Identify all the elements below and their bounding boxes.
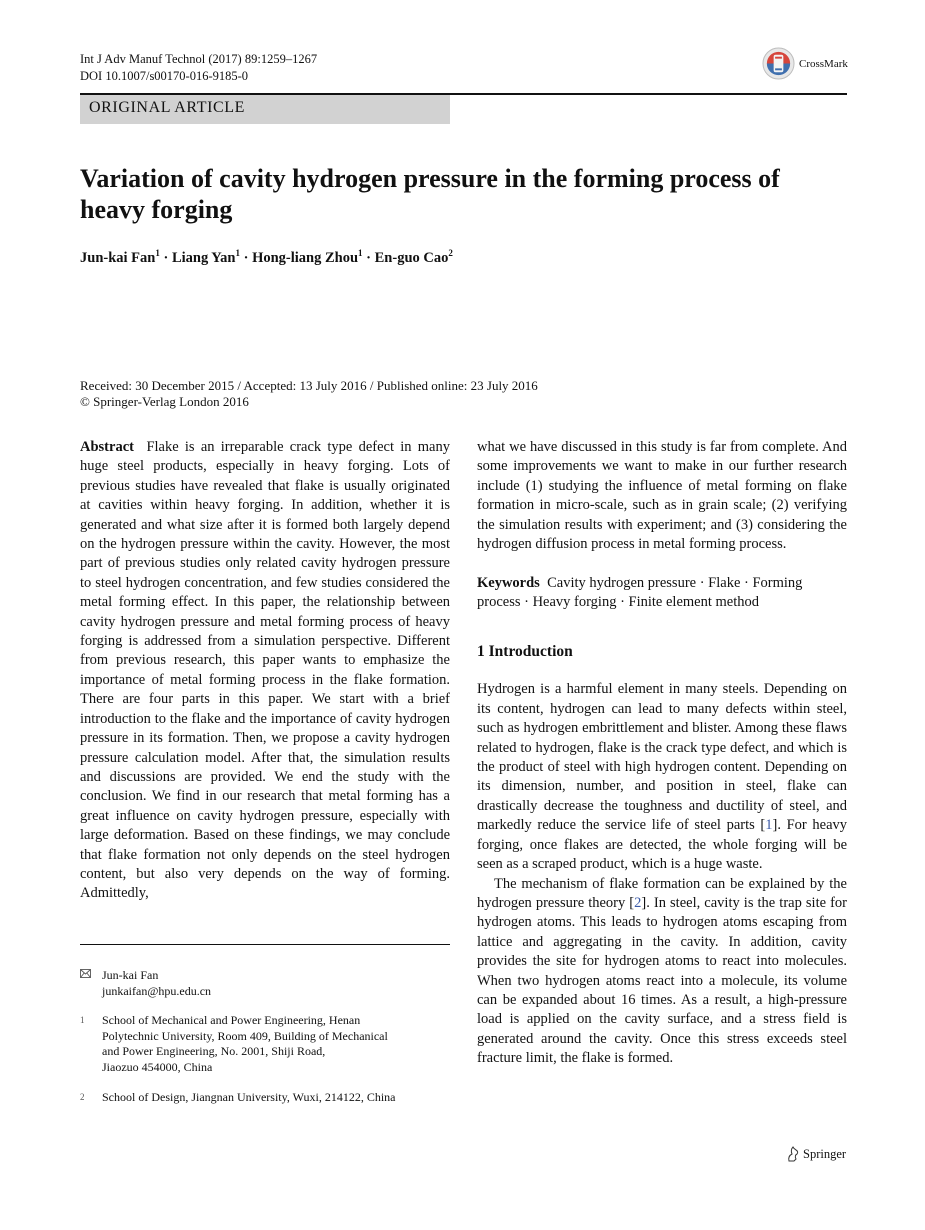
doi-line[interactable]: DOI 10.1007/s00170-016-9185-0 bbox=[80, 69, 249, 83]
left-column bbox=[80, 438, 450, 904]
affiliation-line: School of Mechanical and Power Engineering, Henan bbox=[102, 1013, 361, 1027]
author-affiliation-mark: 1 bbox=[358, 248, 363, 258]
right-column bbox=[477, 438, 847, 1069]
affiliation-note bbox=[80, 1013, 450, 1075]
corresponding-author-email[interactable]: junkaifan@hpu.edu.cn bbox=[102, 983, 212, 998]
author-name[interactable]: Hong-liang Zhou bbox=[252, 249, 359, 266]
publication-history bbox=[80, 378, 538, 410]
journal-line: Int J Adv Manuf Technol (2017) 89:1259–1267 bbox=[80, 52, 318, 66]
abstract-label: Abstract bbox=[80, 439, 134, 455]
paper-title: Variation of cavity hydrogen pressure in the forming process of heavy forging bbox=[80, 164, 780, 224]
crossmark-badge[interactable] bbox=[762, 47, 848, 80]
introduction-paragraph: The mechanism of flake formation can be explained by the hydrogen pressure theory [2]. In steel, cavity is the trap site for hydrogen atoms. This leads to hydrogen atoms escaping from lattice and aggregating in the cavity. In addition, cavity provides the site for hydrogen atoms to react into molecules. When two hydrogen atoms react into a molecule, its volume can be expanded about 16 times. As a result, a high-pressure load is applied on the cavity surface, and a stress field is generated around the cavity. Once this stress exceeds steel fracture limit, the flake is formed. bbox=[477, 875, 847, 1067]
copyright-line: © Springer-Verlag London 2016 bbox=[80, 394, 249, 409]
reference-link[interactable]: 1 bbox=[765, 817, 773, 834]
crossmark-label: CrossMark bbox=[799, 57, 848, 70]
footnote-rule bbox=[80, 944, 450, 945]
abstract-paragraph bbox=[80, 438, 450, 904]
author-affiliation-mark: 1 bbox=[235, 248, 240, 258]
affiliation-mark: 2 bbox=[80, 1092, 85, 1102]
author-name[interactable]: Jun-kai Fan bbox=[80, 249, 156, 266]
publisher-logo bbox=[786, 1146, 846, 1162]
affiliation-line: School of Design, Jiangnan University, Wuxi, 214122, China bbox=[102, 1090, 396, 1104]
affiliation-mark: 1 bbox=[80, 1015, 85, 1025]
crossmark-icon bbox=[762, 47, 795, 80]
reference-link[interactable]: 2 bbox=[634, 894, 642, 911]
corresponding-author-name: Jun-kai Fan bbox=[102, 968, 159, 982]
affiliation-line: Polytechnic University, Room 409, Building of Mechanical bbox=[102, 1028, 388, 1043]
footnotes bbox=[80, 968, 450, 1124]
springer-horse-icon bbox=[786, 1146, 800, 1162]
history-dates: Received: 30 December 2015 / Accepted: 13 July 2016 / Published online: 23 July 2016 bbox=[80, 378, 538, 393]
author-name[interactable]: En-guo Cao bbox=[374, 249, 449, 266]
author-separator: · bbox=[239, 249, 253, 266]
author-name[interactable]: Liang Yan bbox=[171, 249, 236, 266]
article-type-label: ORIGINAL ARTICLE bbox=[89, 99, 246, 116]
author-list bbox=[80, 248, 453, 267]
corresponding-author-note bbox=[80, 968, 450, 999]
keywords bbox=[477, 574, 847, 613]
journal-citation bbox=[80, 51, 317, 85]
author-affiliation-mark: 1 bbox=[155, 248, 160, 258]
author-separator: · bbox=[159, 249, 172, 266]
introduction-paragraph: Hydrogen is a harmful element in many steels. Depending on its content, hydrogen can lead to many defects within steel, such as hydrogen embrittlement and blister. Among these flaws related to hydrogen, flake is the crack type defect, and which is the product of steel with high hydrogen content. Depending on its dimension, number, and position in steel, flake can drastically decrease the toughness and ductility of steel, and markedly reduce the service life of steel parts [1]. For heavy forging, once flakes are detected, the whole forging will be seen as a scraped product, which is a huge waste. bbox=[477, 681, 848, 873]
header-rule bbox=[80, 93, 847, 95]
abstract-continuation: what we have discussed in this study is far from complete. And some improvements we want to make in our further research include (1) studying the influence of metal forming on flake formation in micro-scale, such as in grain scale; (2) verifying the simulation results with experiment; and (3) considering the hydrogen diffusion process in metal forming process. bbox=[477, 439, 847, 553]
section-heading-introduction: 1 Introduction bbox=[477, 642, 573, 660]
keywords-label: Keywords bbox=[477, 574, 540, 591]
author-separator: · bbox=[362, 249, 375, 266]
publisher-name: Springer bbox=[803, 1146, 847, 1161]
affiliation-line: Jiaozuo 454000, China bbox=[102, 1059, 213, 1074]
envelope-icon bbox=[80, 968, 102, 999]
author-affiliation-mark: 2 bbox=[448, 248, 453, 258]
affiliation-note bbox=[80, 1090, 450, 1110]
affiliation-line: and Power Engineering, No. 2001, Shiji Road, bbox=[102, 1044, 326, 1058]
abstract-text: Flake is an irreparable crack type defect in many huge steel products, especially in heavy forging. Lots of previous studies have revealed that flake is usually originated at cavities within heavy forging. In addition, whether it is generated and what size after it is formed both largely depend on the hydrogen pressure within the cavity. However, the most part of previous studies only related cavity hydrogen pressure to steel hydrogen concentration, and few studies considered the metal forming effect. In this paper, the relationship between cavity hydrogen pressure and metal forming process of heavy forging is addressed from a simulation perspective. Different from previous research, this paper wants to emphasize the importance of metal forming process in the flake formation. There are four parts in this paper. We start with a brief introduction to the flake and the importance of cavity hydrogen pressure in its formation. Then, we propose a cavity hydrogen pressure calculation model. After that, the simulation results and discussions are provided. We end the study with the conclusion. We find in our research that metal forming has a great influence on cavity hydrogen pressure, especially with large deformation. Based on these findings, we may conclude that flake formation not only depends on the steel hydrogen content, but also very depends on the way of forming. Admittedly, bbox=[80, 439, 450, 902]
keywords-text: Cavity hydrogen pressure · Flake · Forming process · Heavy forging · Finite element method bbox=[477, 574, 803, 611]
